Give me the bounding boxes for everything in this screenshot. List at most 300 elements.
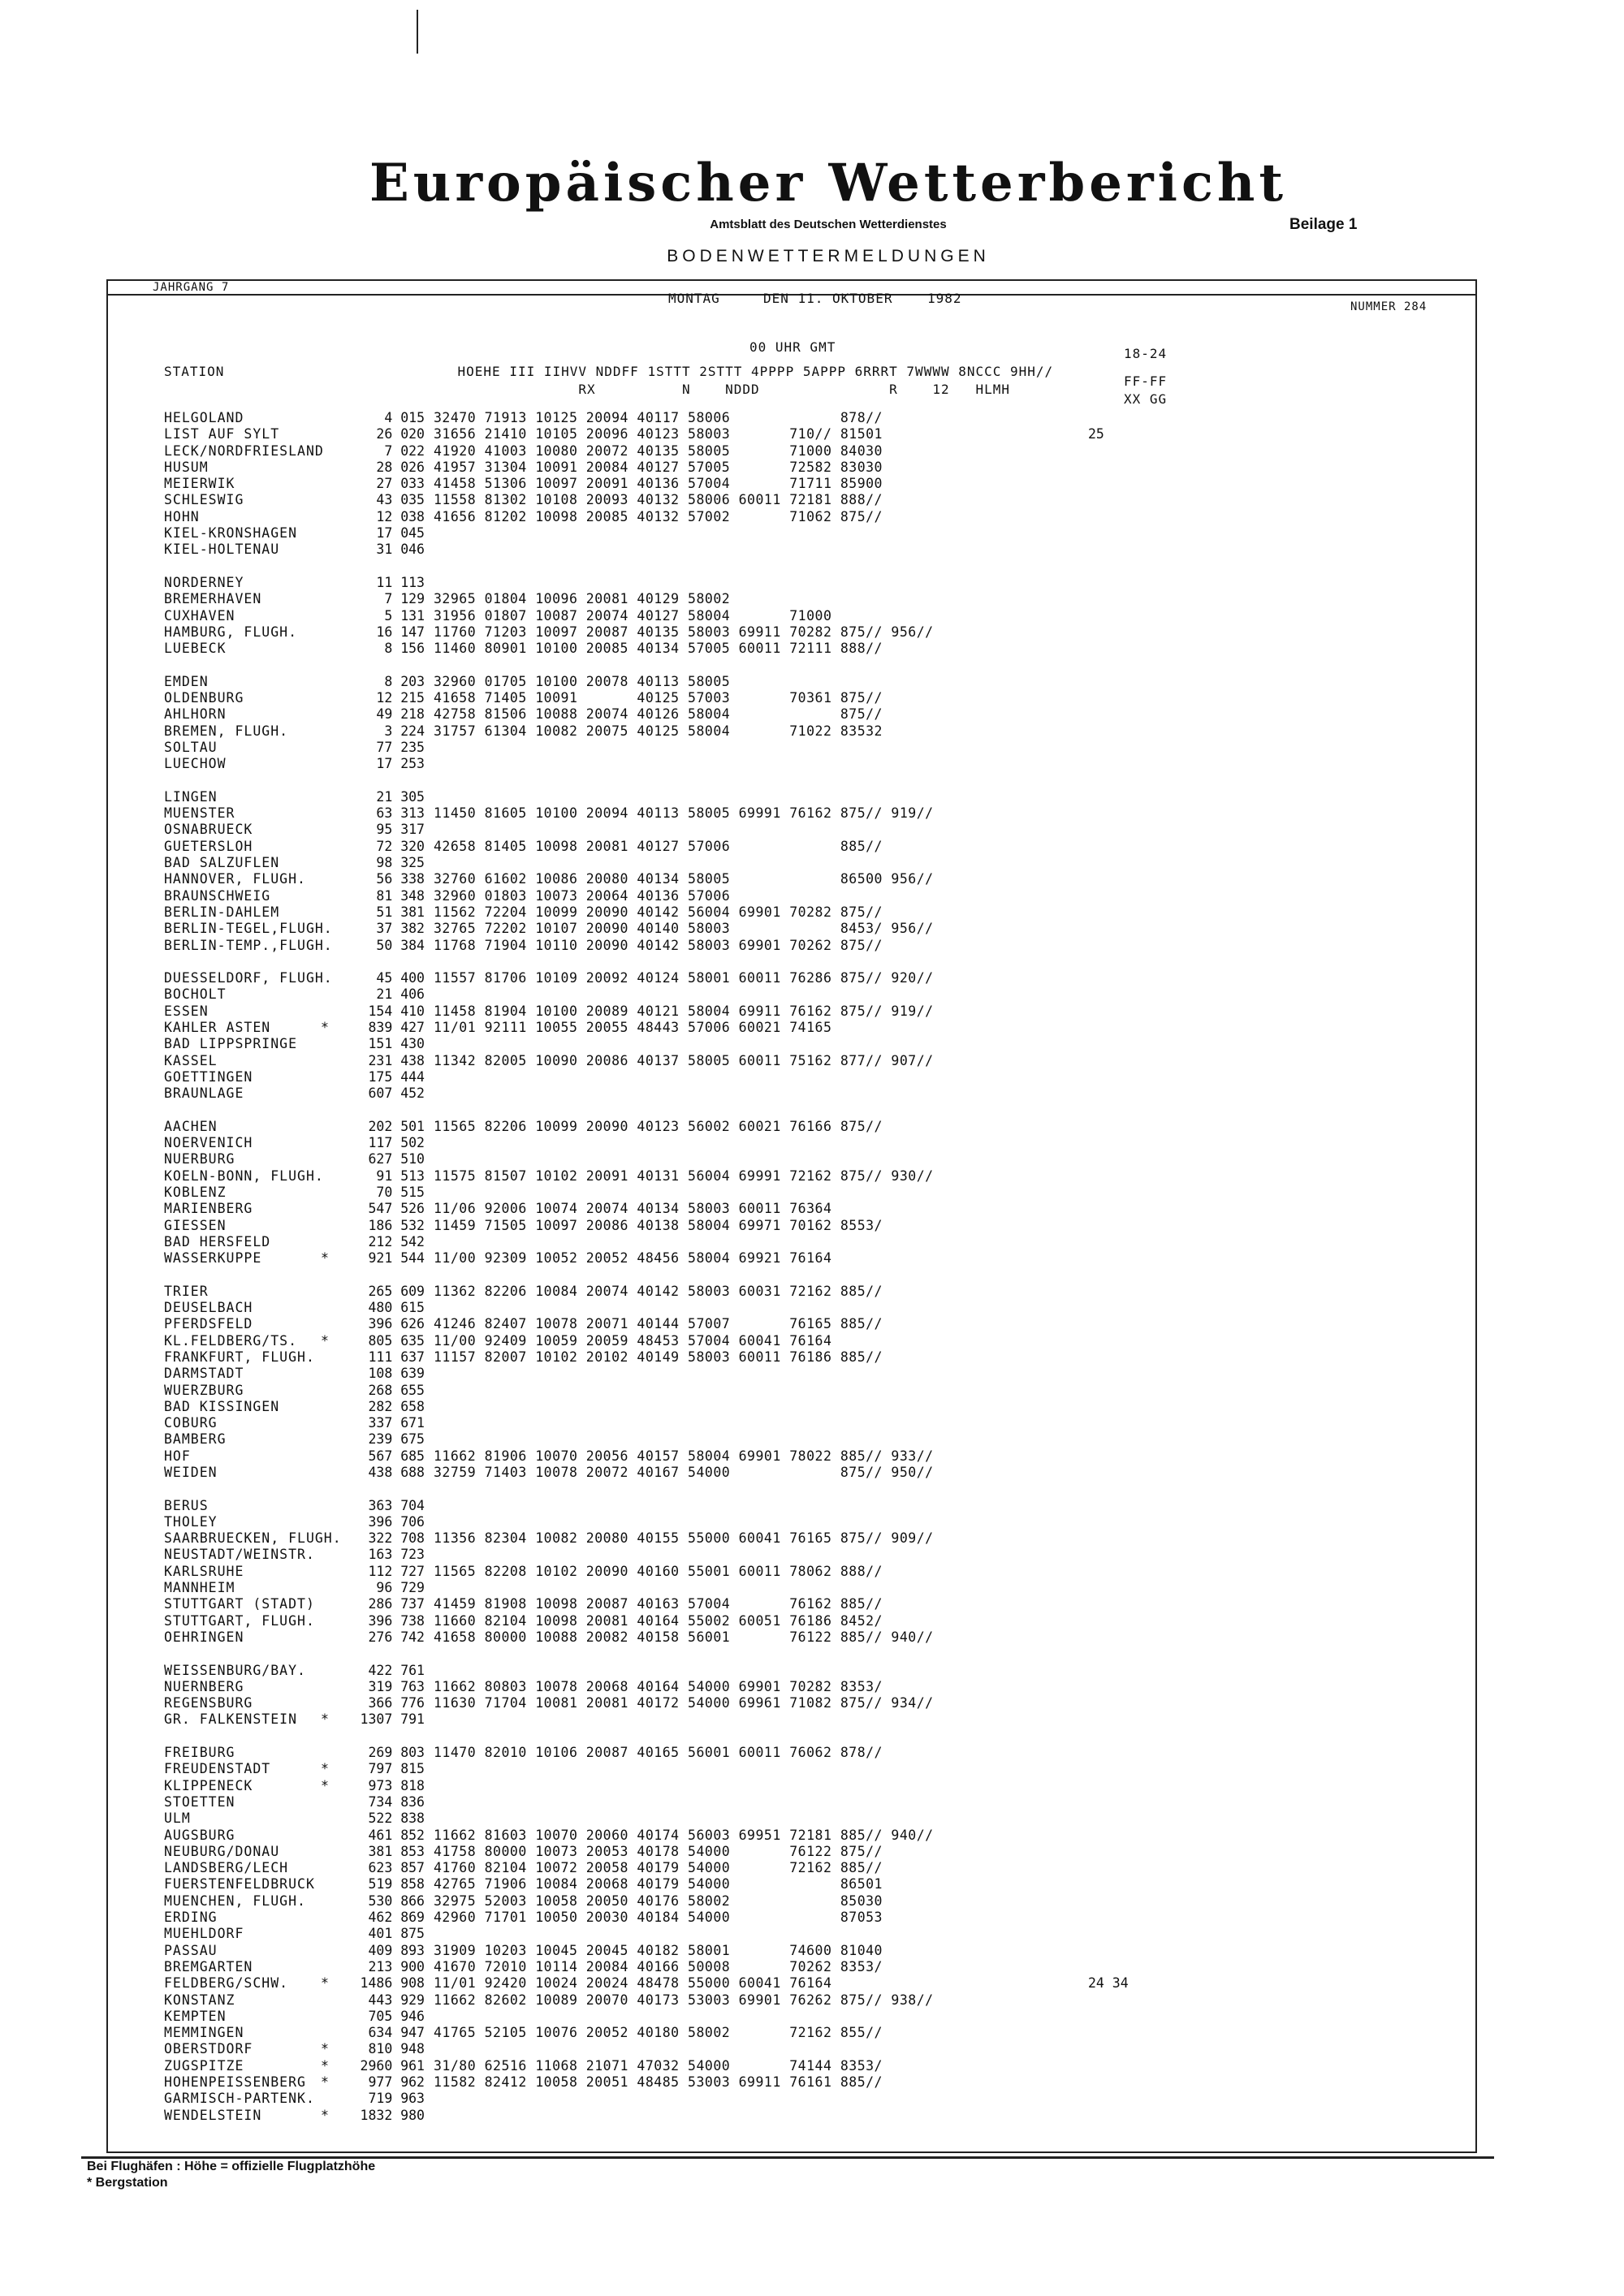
- station-height-number: 213 900: [368, 1958, 425, 1974]
- station-name: BAD HERSFELD: [164, 1233, 271, 1249]
- station-name: LECK/NORDFRIESLAND: [164, 442, 324, 459]
- station-height-number: 286 737: [368, 1596, 425, 1612]
- table-row: [0, 1036, 1624, 1052]
- station-data: 11557 81706 10109 20092 40124 58001 60011 76286 875// 920//: [434, 970, 934, 986]
- station-data: 41658 71405 10091 40125 57003 70361 875//: [434, 690, 883, 706]
- table-row: [0, 1383, 1624, 1399]
- table-row: [0, 2074, 1624, 2091]
- station-height-number: 276 742: [368, 1629, 425, 1645]
- station-name: OEHRINGEN: [164, 1629, 244, 1645]
- table-row: [0, 1810, 1624, 1827]
- table-row: [0, 1564, 1624, 1580]
- station-name: BAMBERG: [164, 1431, 227, 1448]
- table-row: [0, 888, 1624, 904]
- station-name: DARMSTADT: [164, 1366, 244, 1382]
- station-height-number: 519 858: [368, 1876, 425, 1892]
- station-name: BERLIN-TEGEL,FLUGH.: [164, 921, 333, 937]
- station-data: 11460 80901 10100 20085 40134 57005 60011 72111 888//: [434, 641, 883, 657]
- table-row: [0, 871, 1624, 887]
- station-data: 41656 81202 10098 20085 40132 57002 71062 875//: [434, 508, 883, 524]
- station-name: TRIER: [164, 1283, 209, 1299]
- station-data: 11662 81603 10070 20060 40174 56003 69951 72181 885// 940//: [434, 1827, 934, 1843]
- table-row: [0, 1794, 1624, 1810]
- station-name: KOELN-BONN, FLUGH.: [164, 1167, 324, 1184]
- station-height-number: 21 406: [376, 986, 425, 1003]
- group-spacer: [0, 954, 1624, 970]
- table-row: [0, 2025, 1624, 2041]
- table-row: [0, 740, 1624, 756]
- table-row: [0, 970, 1624, 986]
- station-height-number: 337 671: [368, 1415, 425, 1431]
- station-data: 11662 80803 10078 20068 40164 54000 69901 70282 8353/: [434, 1678, 883, 1694]
- mountain-marker: *: [321, 1777, 329, 1793]
- table-row: [0, 591, 1624, 607]
- station-name: WENDELSTEIN: [164, 2107, 262, 2123]
- station-height-number: 49 218: [376, 706, 425, 723]
- station-data: 32960 01705 10100 20078 40113 58005: [434, 673, 731, 689]
- station-height-number: 1832 980: [360, 2107, 425, 2123]
- table-row: [0, 1316, 1624, 1332]
- station-data: 11/01 92420 10024 20024 48478 55000 60041 76164: [434, 1975, 832, 1992]
- column-header-right-1: FF-FF: [1124, 373, 1168, 389]
- station-height-number: 705 946: [368, 2008, 425, 2024]
- station-data: 11565 82208 10102 20090 40160 55001 60011 78062 888//: [434, 1563, 883, 1579]
- station-data: 32965 01804 10096 20081 40129 58002: [434, 591, 731, 607]
- table-row: [0, 1860, 1624, 1876]
- station-data: 32760 61602 10086 20080 40134 58005 86500 956//: [434, 871, 934, 887]
- report-subtitle: Amtsblatt des Deutschen Wetterdienstes: [710, 218, 947, 231]
- station-data: 11562 72204 10099 20090 40142 56004 69901 70282 875//: [434, 904, 883, 920]
- report-title: Europäischer Wetterbericht: [369, 153, 1287, 214]
- station-name: MEMMINGEN: [164, 2025, 244, 2041]
- station-name: WEISSENBURG/BAY.: [164, 1662, 306, 1678]
- mountain-marker: *: [321, 1761, 329, 1777]
- station-data: 11/06 92006 10074 20074 40134 58003 60011 76364: [434, 1201, 832, 1217]
- station-height-number: 70 515: [376, 1184, 425, 1200]
- station-data: 31/80 62516 11068 21071 47032 54000 74144 8353/: [434, 2057, 883, 2074]
- station-name: KLIPPENECK: [164, 1777, 253, 1793]
- table-row: [0, 624, 1624, 641]
- station-data: 11470 82010 10106 20087 40165 56001 60011 76062 878//: [434, 1745, 883, 1761]
- station-height-number: 634 947: [368, 2025, 425, 2041]
- station-name: MEIERWIK: [164, 476, 235, 492]
- table-row: [0, 1596, 1624, 1612]
- station-height-number: 12 038: [376, 508, 425, 524]
- station-height-number: 797 815: [368, 1761, 425, 1777]
- station-height-number: 462 869: [368, 1910, 425, 1926]
- table-row: [0, 410, 1624, 426]
- station-name: MANNHEIM: [164, 1580, 235, 1596]
- station-data: 11/01 92111 10055 20055 48443 57006 60021 74165: [434, 1019, 832, 1035]
- station-height-number: 921 544: [368, 1250, 425, 1267]
- station-height-number: 422 761: [368, 1662, 425, 1678]
- station-name: HOHN: [164, 508, 200, 524]
- date-line: MONTAG DEN 11. OKTOBER 1982: [668, 291, 962, 306]
- beilage-label: Beilage 1: [1289, 216, 1358, 233]
- station-data: 11/00 92309 10052 20052 48456 58004 69921 76164: [434, 1250, 832, 1267]
- table-row: [0, 1448, 1624, 1465]
- station-data: 32960 01803 10073 20064 40136 57006: [434, 887, 731, 904]
- station-name: GARMISCH-PARTENK.: [164, 2091, 315, 2107]
- station-data: 31757 61304 10082 20075 40125 58004 71022 83532: [434, 723, 883, 739]
- column-header-line-2: RX N NDDD R 12 HLMH: [164, 382, 1011, 397]
- table-row: [0, 839, 1624, 855]
- table-row: [0, 1663, 1624, 1679]
- station-height-number: 186 532: [368, 1217, 425, 1233]
- station-height-number: 31 046: [376, 542, 425, 558]
- station-height-number: 396 738: [368, 1612, 425, 1629]
- station-name: ULM: [164, 1810, 191, 1827]
- station-data: 11660 82104 10098 20081 40164 55002 60051 76186 8452/: [434, 1612, 883, 1629]
- table-row: [0, 1465, 1624, 1481]
- station-name: GOETTINGEN: [164, 1068, 253, 1085]
- station-name: FRANKFURT, FLUGH.: [164, 1349, 315, 1365]
- station-height-number: 108 639: [368, 1366, 425, 1382]
- station-name: FREUDENSTADT: [164, 1761, 271, 1777]
- table-row: [0, 443, 1624, 460]
- station-name: MUENSTER: [164, 805, 235, 822]
- table-row: [0, 1333, 1624, 1349]
- table-row: [0, 1711, 1624, 1728]
- table-row: [0, 1530, 1624, 1547]
- station-data: 11662 82602 10089 20070 40173 53003 69901 76262 875// 938//: [434, 1992, 934, 2008]
- station-height-number: 202 501: [368, 1118, 425, 1134]
- station-height-number: 719 963: [368, 2091, 425, 2107]
- station-height-number: 17 045: [376, 525, 425, 542]
- station-name: LANDSBERG/LECH: [164, 1860, 289, 1876]
- station-height-number: 319 763: [368, 1678, 425, 1694]
- table-row: [0, 1876, 1624, 1892]
- group-spacer: [0, 773, 1624, 789]
- station-data: 41458 51306 10097 20091 40136 57004 71711 85900: [434, 476, 883, 492]
- station-name: PASSAU: [164, 1942, 218, 1958]
- station-height-number: 839 427: [368, 1019, 425, 1035]
- station-height-number: 5 131: [384, 607, 425, 624]
- station-data: 31956 01807 10087 20074 40127 58004 71000: [434, 607, 832, 624]
- station-name: GIESSEN: [164, 1217, 227, 1233]
- station-name: BRAUNLAGE: [164, 1085, 244, 1102]
- station-name: HUSUM: [164, 459, 209, 475]
- station-data: 41957 31304 10091 20084 40127 57005 72582 83030: [434, 459, 883, 475]
- station-name: BRAUNSCHWEIG: [164, 887, 271, 904]
- station-name: KIEL-KRONSHAGEN: [164, 525, 298, 542]
- table-row: [0, 1185, 1624, 1201]
- station-height-number: 72 320: [376, 838, 425, 854]
- station-name: BERLIN-DAHLEM: [164, 904, 280, 920]
- station-height-number: 1307 791: [360, 1711, 425, 1728]
- station-name: BOCHOLT: [164, 986, 227, 1003]
- station-height-number: 81 348: [376, 887, 425, 904]
- station-height-number: 623 857: [368, 1860, 425, 1876]
- station-name: NOERVENICH: [164, 1135, 253, 1151]
- table-row: [0, 1580, 1624, 1596]
- station-name: OBERSTDORF: [164, 2041, 253, 2057]
- group-spacer: [0, 1728, 1624, 1745]
- table-row: [0, 1300, 1624, 1316]
- table-row: [0, 509, 1624, 525]
- mountain-marker: *: [321, 1975, 329, 1992]
- table-row: [0, 525, 1624, 542]
- station-name: WEIDEN: [164, 1465, 218, 1480]
- table-row: [0, 822, 1624, 838]
- table-row: [0, 904, 1624, 921]
- group-spacer: [0, 559, 1624, 575]
- table-row: [0, 1514, 1624, 1530]
- station-height-number: 8 203: [384, 673, 425, 689]
- station-height-number: 322 708: [368, 1530, 425, 1547]
- station-data: 11157 82007 10102 20102 40149 58003 60011 76186 885//: [434, 1349, 883, 1365]
- station-height-number: 438 688: [368, 1465, 425, 1480]
- station-name: MARIENBERG: [164, 1201, 253, 1217]
- station-height-number: 28 026: [376, 459, 425, 475]
- station-name: BREMERHAVEN: [164, 591, 262, 607]
- station-height-number: 45 400: [376, 970, 425, 986]
- station-data: 11630 71704 10081 20081 40172 54000 69961 71082 875// 934//: [434, 1695, 934, 1711]
- station-data: 41760 82104 10072 20058 40179 54000 72162 885//: [434, 1860, 883, 1876]
- station-height-number: 461 852: [368, 1827, 425, 1843]
- station-height-number: 112 727: [368, 1563, 425, 1579]
- station-name: NUERBURG: [164, 1151, 235, 1167]
- station-height-number: 111 637: [368, 1349, 425, 1365]
- table-row: [0, 1547, 1624, 1563]
- station-data: 41758 80000 10073 20053 40178 54000 76122 875//: [434, 1843, 883, 1859]
- station-height-number: 27 033: [376, 476, 425, 492]
- table-row: [0, 1218, 1624, 1234]
- station-name: BREMGARTEN: [164, 1958, 253, 1974]
- group-spacer: [0, 1646, 1624, 1662]
- table-row: [0, 1085, 1624, 1102]
- station-height-number: 269 803: [368, 1745, 425, 1761]
- station-data: 11356 82304 10082 20080 40155 55000 60041 76165 875// 909//: [434, 1530, 934, 1547]
- station-name: BAD SALZUFLEN: [164, 855, 280, 871]
- table-row: [0, 1250, 1624, 1267]
- station-name: BERUS: [164, 1497, 209, 1513]
- station-height-number: 56 338: [376, 871, 425, 887]
- station-name: LINGEN: [164, 788, 218, 805]
- station-height-number: 96 729: [376, 1580, 425, 1596]
- bottom-rule: [81, 2156, 1494, 2159]
- station-height-number: 607 452: [368, 1085, 425, 1102]
- station-height-number: 117 502: [368, 1135, 425, 1151]
- table-row: [0, 674, 1624, 690]
- station-name: WUERZBURG: [164, 1382, 244, 1398]
- group-spacer: [0, 657, 1624, 673]
- station-height-number: 3 224: [384, 723, 425, 739]
- group-spacer: [0, 1267, 1624, 1283]
- table-row: [0, 608, 1624, 624]
- station-data: 41920 41003 10080 20072 40135 58005 71000 84030: [434, 442, 883, 459]
- table-row: [0, 938, 1624, 954]
- station-height-number: 16 147: [376, 624, 425, 640]
- station-name: BAD KISSINGEN: [164, 1398, 280, 1414]
- observation-time: 00 UHR GMT: [749, 339, 836, 355]
- section-title: BODENWETTERMELDUNGEN: [667, 247, 990, 265]
- station-data: 11/00 92409 10059 20059 48453 57004 60041 76164: [434, 1332, 832, 1349]
- wind-gust-value: 25: [1088, 426, 1104, 442]
- station-name: EMDEN: [164, 673, 209, 689]
- station-height-number: 91 513: [376, 1167, 425, 1184]
- table-row: [0, 476, 1624, 492]
- station-data: 11458 81904 10100 20089 40121 58004 69911 76162 875// 919//: [434, 1003, 934, 1019]
- table-row: [0, 2009, 1624, 2025]
- station-data: 42765 71906 10084 20068 40179 54000 86501: [434, 1876, 883, 1892]
- table-row: [0, 1828, 1624, 1844]
- table-row: [0, 921, 1624, 937]
- mountain-marker: *: [321, 2057, 329, 2074]
- station-name: ERDING: [164, 1910, 218, 1926]
- station-name: HAMBURG, FLUGH.: [164, 624, 298, 640]
- issue-number: NUMMER 284: [1350, 300, 1427, 313]
- station-name: KOBLENZ: [164, 1184, 227, 1200]
- station-height-number: 17 253: [376, 756, 425, 772]
- station-name: REGENSBURG: [164, 1695, 253, 1711]
- station-name: LIST AUF SYLT: [164, 426, 280, 442]
- station-data: 11565 82206 10099 20090 40123 56002 60021 76166 875//: [434, 1118, 883, 1134]
- station-height-number: 95 317: [376, 822, 425, 838]
- table-row: [0, 2091, 1624, 2107]
- station-name: ESSEN: [164, 1003, 209, 1019]
- mountain-marker: *: [321, 2107, 329, 2123]
- table-row: [0, 1284, 1624, 1300]
- station-height-number: 21 305: [376, 788, 425, 805]
- station-name: AUGSBURG: [164, 1827, 235, 1843]
- station-name: NUERNBERG: [164, 1678, 244, 1694]
- station-height-number: 627 510: [368, 1151, 425, 1167]
- station-name: BAD LIPPSPRINGE: [164, 1036, 298, 1052]
- station-height-number: 239 675: [368, 1431, 425, 1448]
- table-row: [0, 1943, 1624, 1959]
- jahrgang-label: JAHRGANG 7: [153, 281, 230, 294]
- table-row: [0, 1959, 1624, 1975]
- table-row: [0, 1135, 1624, 1151]
- mountain-marker: *: [321, 2041, 329, 2057]
- station-data: 11362 82206 10084 20074 40142 58003 60031 72162 885//: [434, 1283, 883, 1299]
- station-name: NEUSTADT/WEINSTR.: [164, 1547, 315, 1563]
- station-data: 11582 82412 10058 20051 48485 53003 69911 76161 885//: [434, 2074, 883, 2090]
- station-height-number: 977 962: [368, 2074, 425, 2090]
- station-name: SCHLESWIG: [164, 492, 244, 508]
- station-height-number: 567 685: [368, 1448, 425, 1464]
- table-row: [0, 1349, 1624, 1366]
- table-row: [0, 1629, 1624, 1646]
- station-data: 41670 72010 10114 20084 40166 50008 70262 8353/: [434, 1958, 883, 1974]
- station-name: OLDENBURG: [164, 690, 244, 706]
- station-height-number: 4 015: [384, 410, 425, 425]
- table-row: [0, 1695, 1624, 1711]
- wind-gust-value: 24 34: [1088, 1975, 1129, 1992]
- station-data: 11662 81906 10070 20056 40157 58004 69901 78022 885// 933//: [434, 1448, 934, 1464]
- station-height-number: 8 156: [384, 641, 425, 657]
- station-data: 11575 81507 10102 20091 40131 56004 69991 72162 875// 930//: [434, 1167, 934, 1184]
- station-height-number: 973 818: [368, 1777, 425, 1793]
- mountain-marker: *: [321, 1711, 329, 1728]
- station-name: HOHENPEISSENBERG: [164, 2074, 306, 2090]
- station-height-number: 43 035: [376, 492, 425, 508]
- station-table: [0, 410, 1624, 2124]
- station-name: NEUBURG/DONAU: [164, 1843, 280, 1859]
- station-name: FELDBERG/SCHW.: [164, 1975, 289, 1992]
- table-row: [0, 1201, 1624, 1217]
- table-row: [0, 1415, 1624, 1431]
- station-name: MUEHLDORF: [164, 1926, 244, 1942]
- station-height-number: 37 382: [376, 921, 425, 937]
- station-name: DUESSELDORF, FLUGH.: [164, 970, 333, 986]
- station-height-number: 154 410: [368, 1003, 425, 1019]
- station-height-number: 231 438: [368, 1052, 425, 1068]
- station-data: 11459 71505 10097 20086 40138 58004 69971 70162 8553/: [434, 1217, 883, 1233]
- station-height-number: 363 704: [368, 1497, 425, 1513]
- table-row: [0, 1498, 1624, 1514]
- table-row: [0, 1893, 1624, 1910]
- station-height-number: 805 635: [368, 1332, 425, 1349]
- station-name: AACHEN: [164, 1118, 218, 1134]
- station-height-number: 1486 908: [360, 1975, 425, 1992]
- table-row: [0, 1778, 1624, 1794]
- table-row: [0, 706, 1624, 723]
- station-height-number: 381 853: [368, 1843, 425, 1859]
- table-row: [0, 1926, 1624, 1942]
- table-row: [0, 1992, 1624, 2009]
- station-height-number: 175 444: [368, 1068, 425, 1085]
- station-name: HANNOVER, FLUGH.: [164, 871, 306, 887]
- station-height-number: 98 325: [376, 855, 425, 871]
- station-data: 11760 71203 10097 20087 40135 58003 69911 70282 875// 956//: [434, 624, 934, 640]
- station-height-number: 547 526: [368, 1201, 425, 1217]
- table-row: [0, 1679, 1624, 1695]
- station-name: AHLHORN: [164, 706, 227, 723]
- station-data: 31909 10203 10045 20045 40182 58001 74600 81040: [434, 1942, 883, 1958]
- station-name: ZUGSPITZE: [164, 2057, 244, 2074]
- station-data: 42658 81405 10098 20081 40127 57006 885//: [434, 838, 883, 854]
- table-row: [0, 1431, 1624, 1448]
- station-height-number: 163 723: [368, 1547, 425, 1563]
- station-name: GR. FALKENSTEIN: [164, 1711, 298, 1728]
- station-height-number: 77 235: [376, 739, 425, 755]
- table-row: [0, 1975, 1624, 1992]
- table-row: [0, 1910, 1624, 1926]
- station-name: STUTTGART, FLUGH.: [164, 1612, 315, 1629]
- station-height-number: 734 836: [368, 1793, 425, 1810]
- station-height-number: 7 129: [384, 591, 425, 607]
- station-name: COBURG: [164, 1415, 218, 1431]
- station-data: 41459 81908 10098 20087 40163 57004 76162 885//: [434, 1596, 883, 1612]
- table-row: [0, 1613, 1624, 1629]
- table-row: [0, 1003, 1624, 1020]
- station-name: LUECHOW: [164, 756, 227, 772]
- station-name: KEMPTEN: [164, 2008, 227, 2024]
- table-row: [0, 805, 1624, 822]
- station-name: KONSTANZ: [164, 1992, 235, 2008]
- mountain-marker: *: [321, 1250, 329, 1267]
- station-name: CUXHAVEN: [164, 607, 235, 624]
- station-height-number: 50 384: [376, 937, 425, 953]
- table-row: [0, 1399, 1624, 1415]
- table-row: [0, 542, 1624, 558]
- station-data: 31656 21410 10105 20096 40123 58003 710// 81501: [434, 426, 883, 442]
- station-name: THOLEY: [164, 1513, 218, 1530]
- station-height-number: 810 948: [368, 2041, 425, 2057]
- table-row: [0, 492, 1624, 508]
- station-data: 42960 71701 10050 20030 40184 54000 87053: [434, 1910, 883, 1926]
- column-header-line-1: STATION HOEHE III IIHVV NDDFF 1STTT 2STTT 4PPPP 5APPP 6RRRT 7WWWW 8NCCC 9HH//: [164, 364, 1054, 379]
- table-row: [0, 1761, 1624, 1777]
- station-height-number: 396 706: [368, 1513, 425, 1530]
- station-height-number: 409 893: [368, 1942, 425, 1958]
- station-data: 41246 82407 10078 20071 40144 57007 76165 885//: [434, 1316, 883, 1332]
- table-row: [0, 986, 1624, 1003]
- footnote-airports: Bei Flughäfen : Höhe = offizielle Flugplatzhöhe: [87, 2160, 376, 2173]
- station-data: 11450 81605 10100 20094 40113 58005 69991 76162 875// 919//: [434, 805, 934, 822]
